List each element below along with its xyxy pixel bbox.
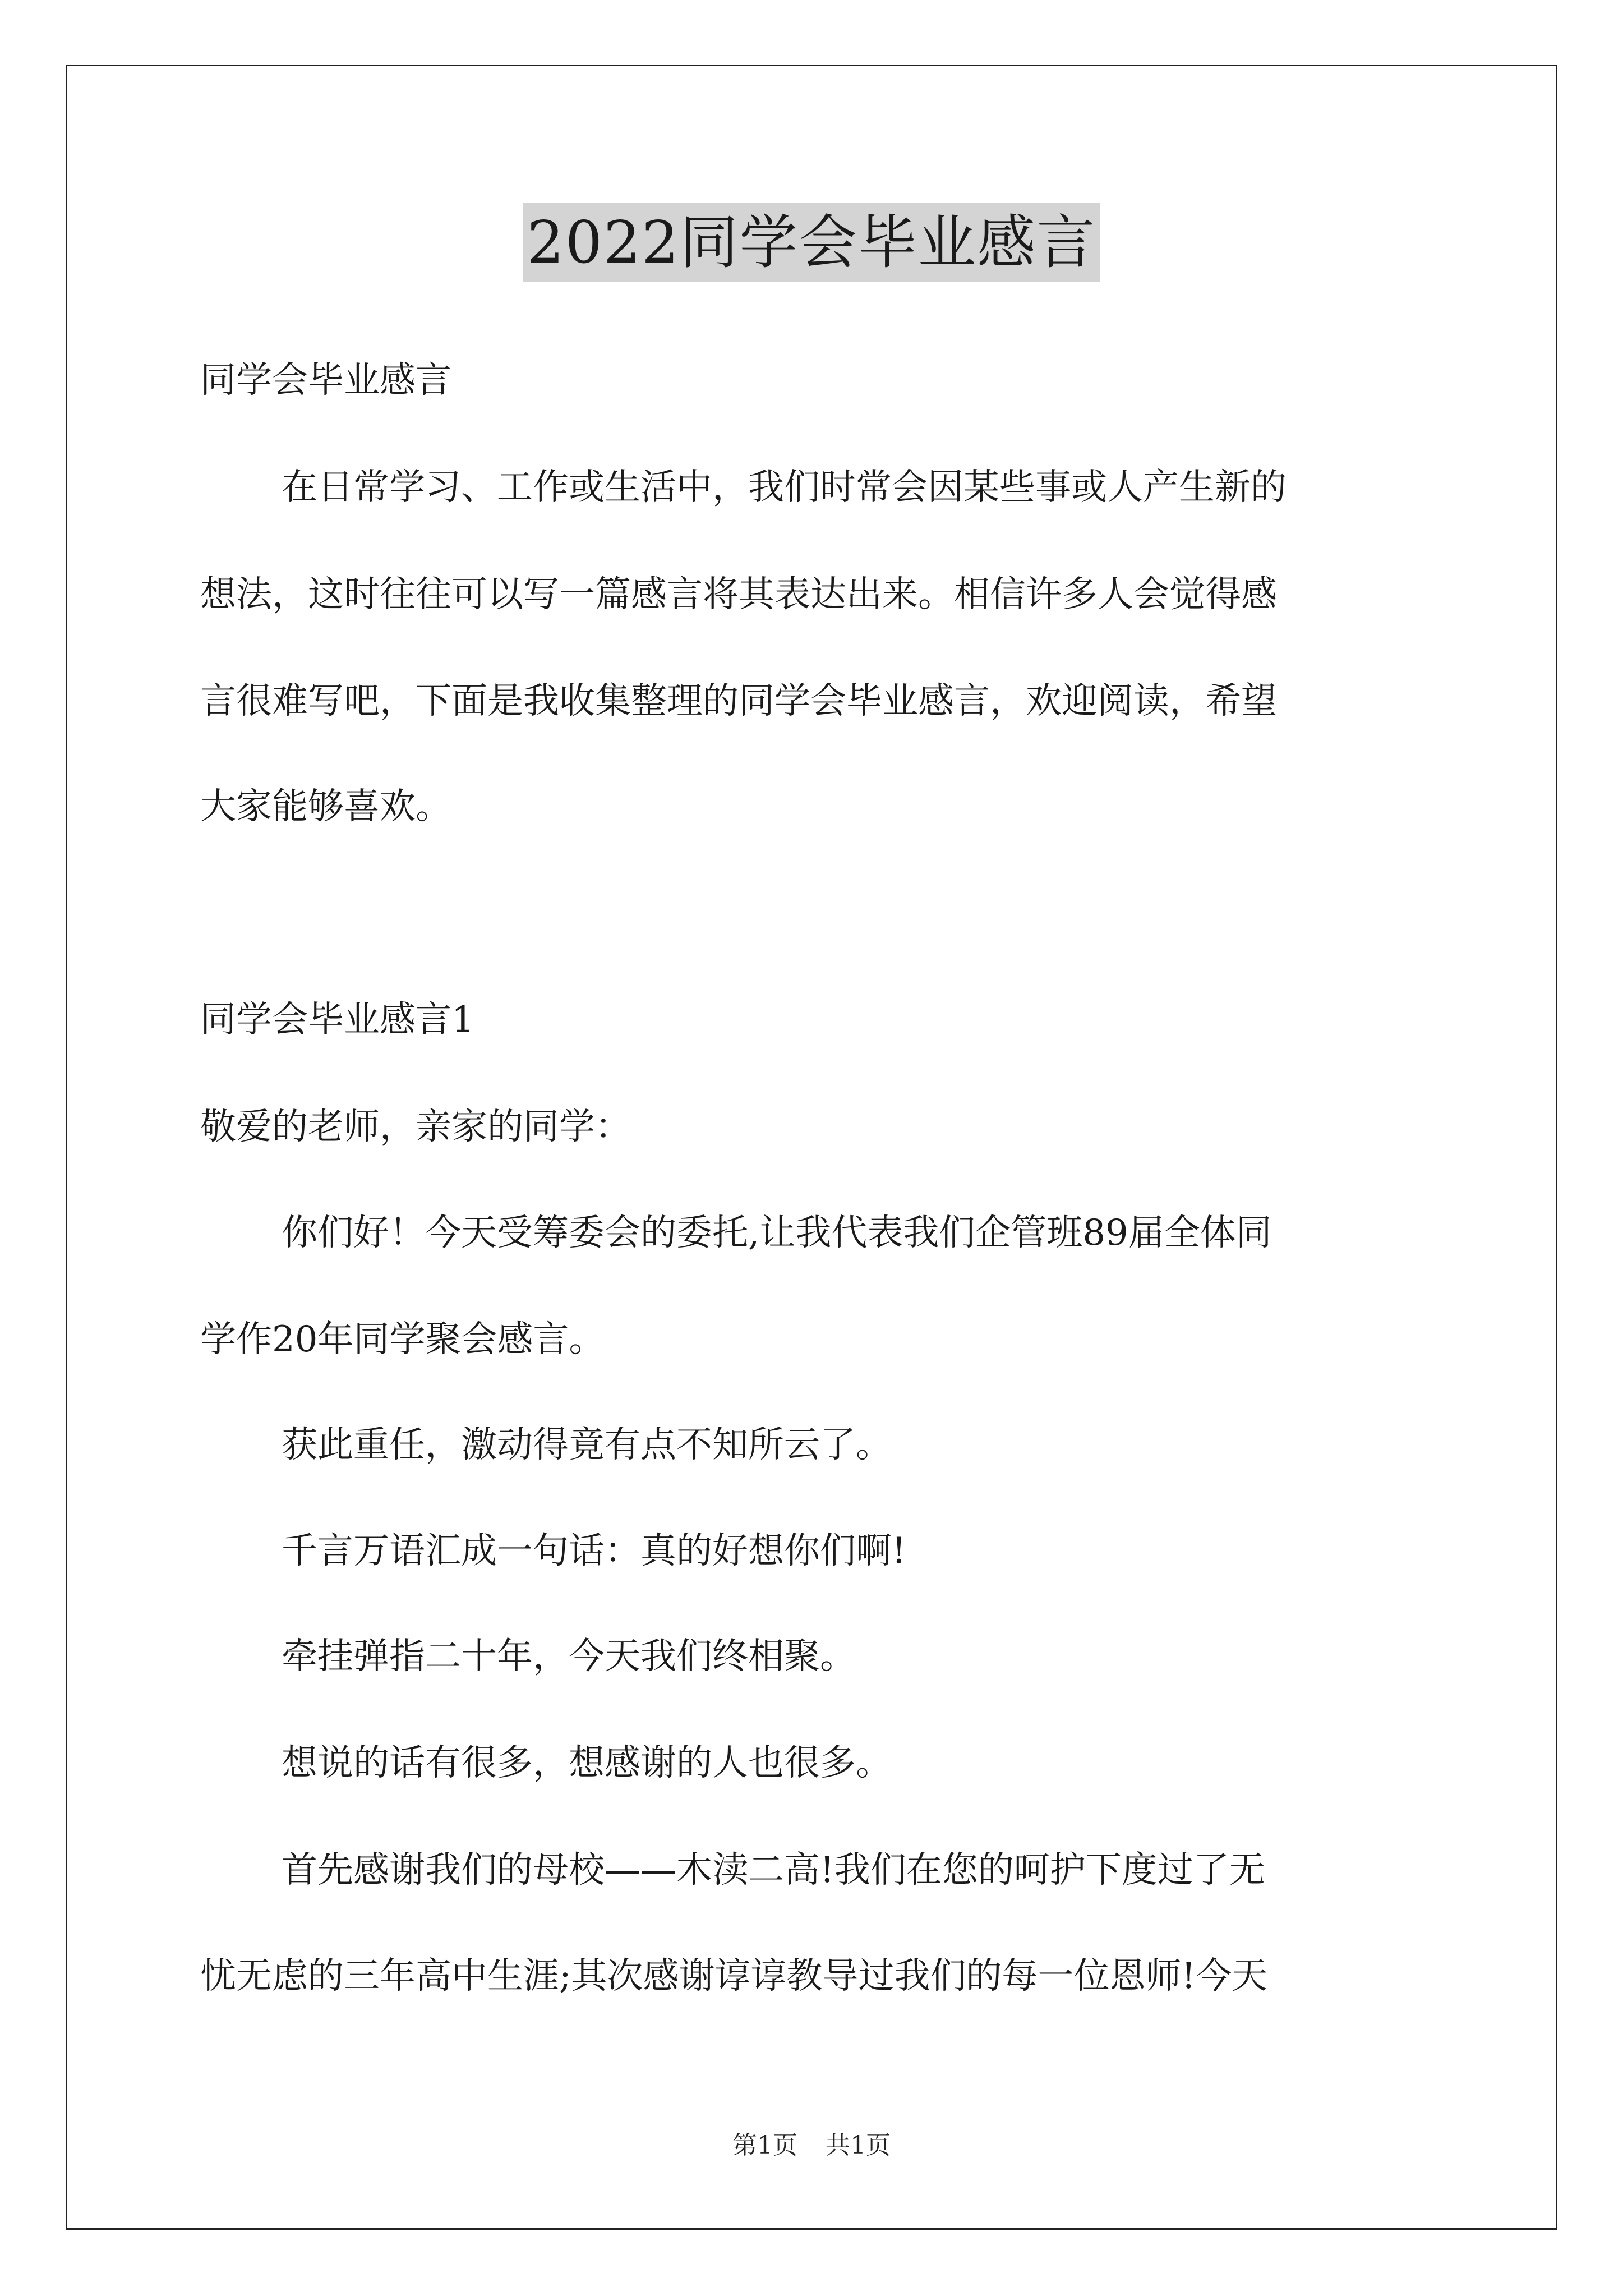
intro-line-2: 想法，这时往往可以写一篇感言将其表达出来。相信许多人会觉得感 [200,574,1277,615]
salutation: 敬爱的老师，亲家的同学： [200,1106,631,1148]
para1-line-2: 学作20年同学聚会感言。 [200,1319,605,1360]
document-heading: 同学会毕业感言 [200,360,451,401]
para6-line-1: 首先感谢我们的母校——木渎二高!我们在您的呵护下度过了无 [282,1849,1265,1891]
para4: 牵挂弹指二十年，今天我们终相聚。 [282,1636,856,1677]
page-number: 第1页 [732,2131,797,2160]
document-title: 2022同学会毕业感言 [523,203,1101,282]
intro-line-1: 在日常学习、工作或生活中，我们时常会因某些事或人产生新的 [282,467,1287,508]
para2: 获此重任，激动得竟有点不知所云了。 [282,1424,892,1466]
section-heading: 同学会毕业感言1 [200,999,474,1041]
title-container [0,203,1623,282]
intro-line-4: 大家能够喜欢。 [200,786,451,827]
page-total: 共1页 [826,2131,891,2160]
intro-line-3: 言很难写吧，下面是我收集整理的同学会毕业感言，欢迎阅读，希望 [200,680,1277,722]
para1-line-1: 你们好！今天受筹委会的委托,让我代表我们企管班89届全体同 [282,1212,1272,1254]
para3: 千言万语汇成一句话：真的好想你们啊! [282,1530,906,1572]
page-footer [0,2129,1623,2162]
para5: 想说的话有很多，想感谢的人也很多。 [282,1742,892,1784]
para6-line-2: 忧无虑的三年高中生涯;其次感谢谆谆教导过我们的每一位恩师!今天 [200,1955,1268,1997]
